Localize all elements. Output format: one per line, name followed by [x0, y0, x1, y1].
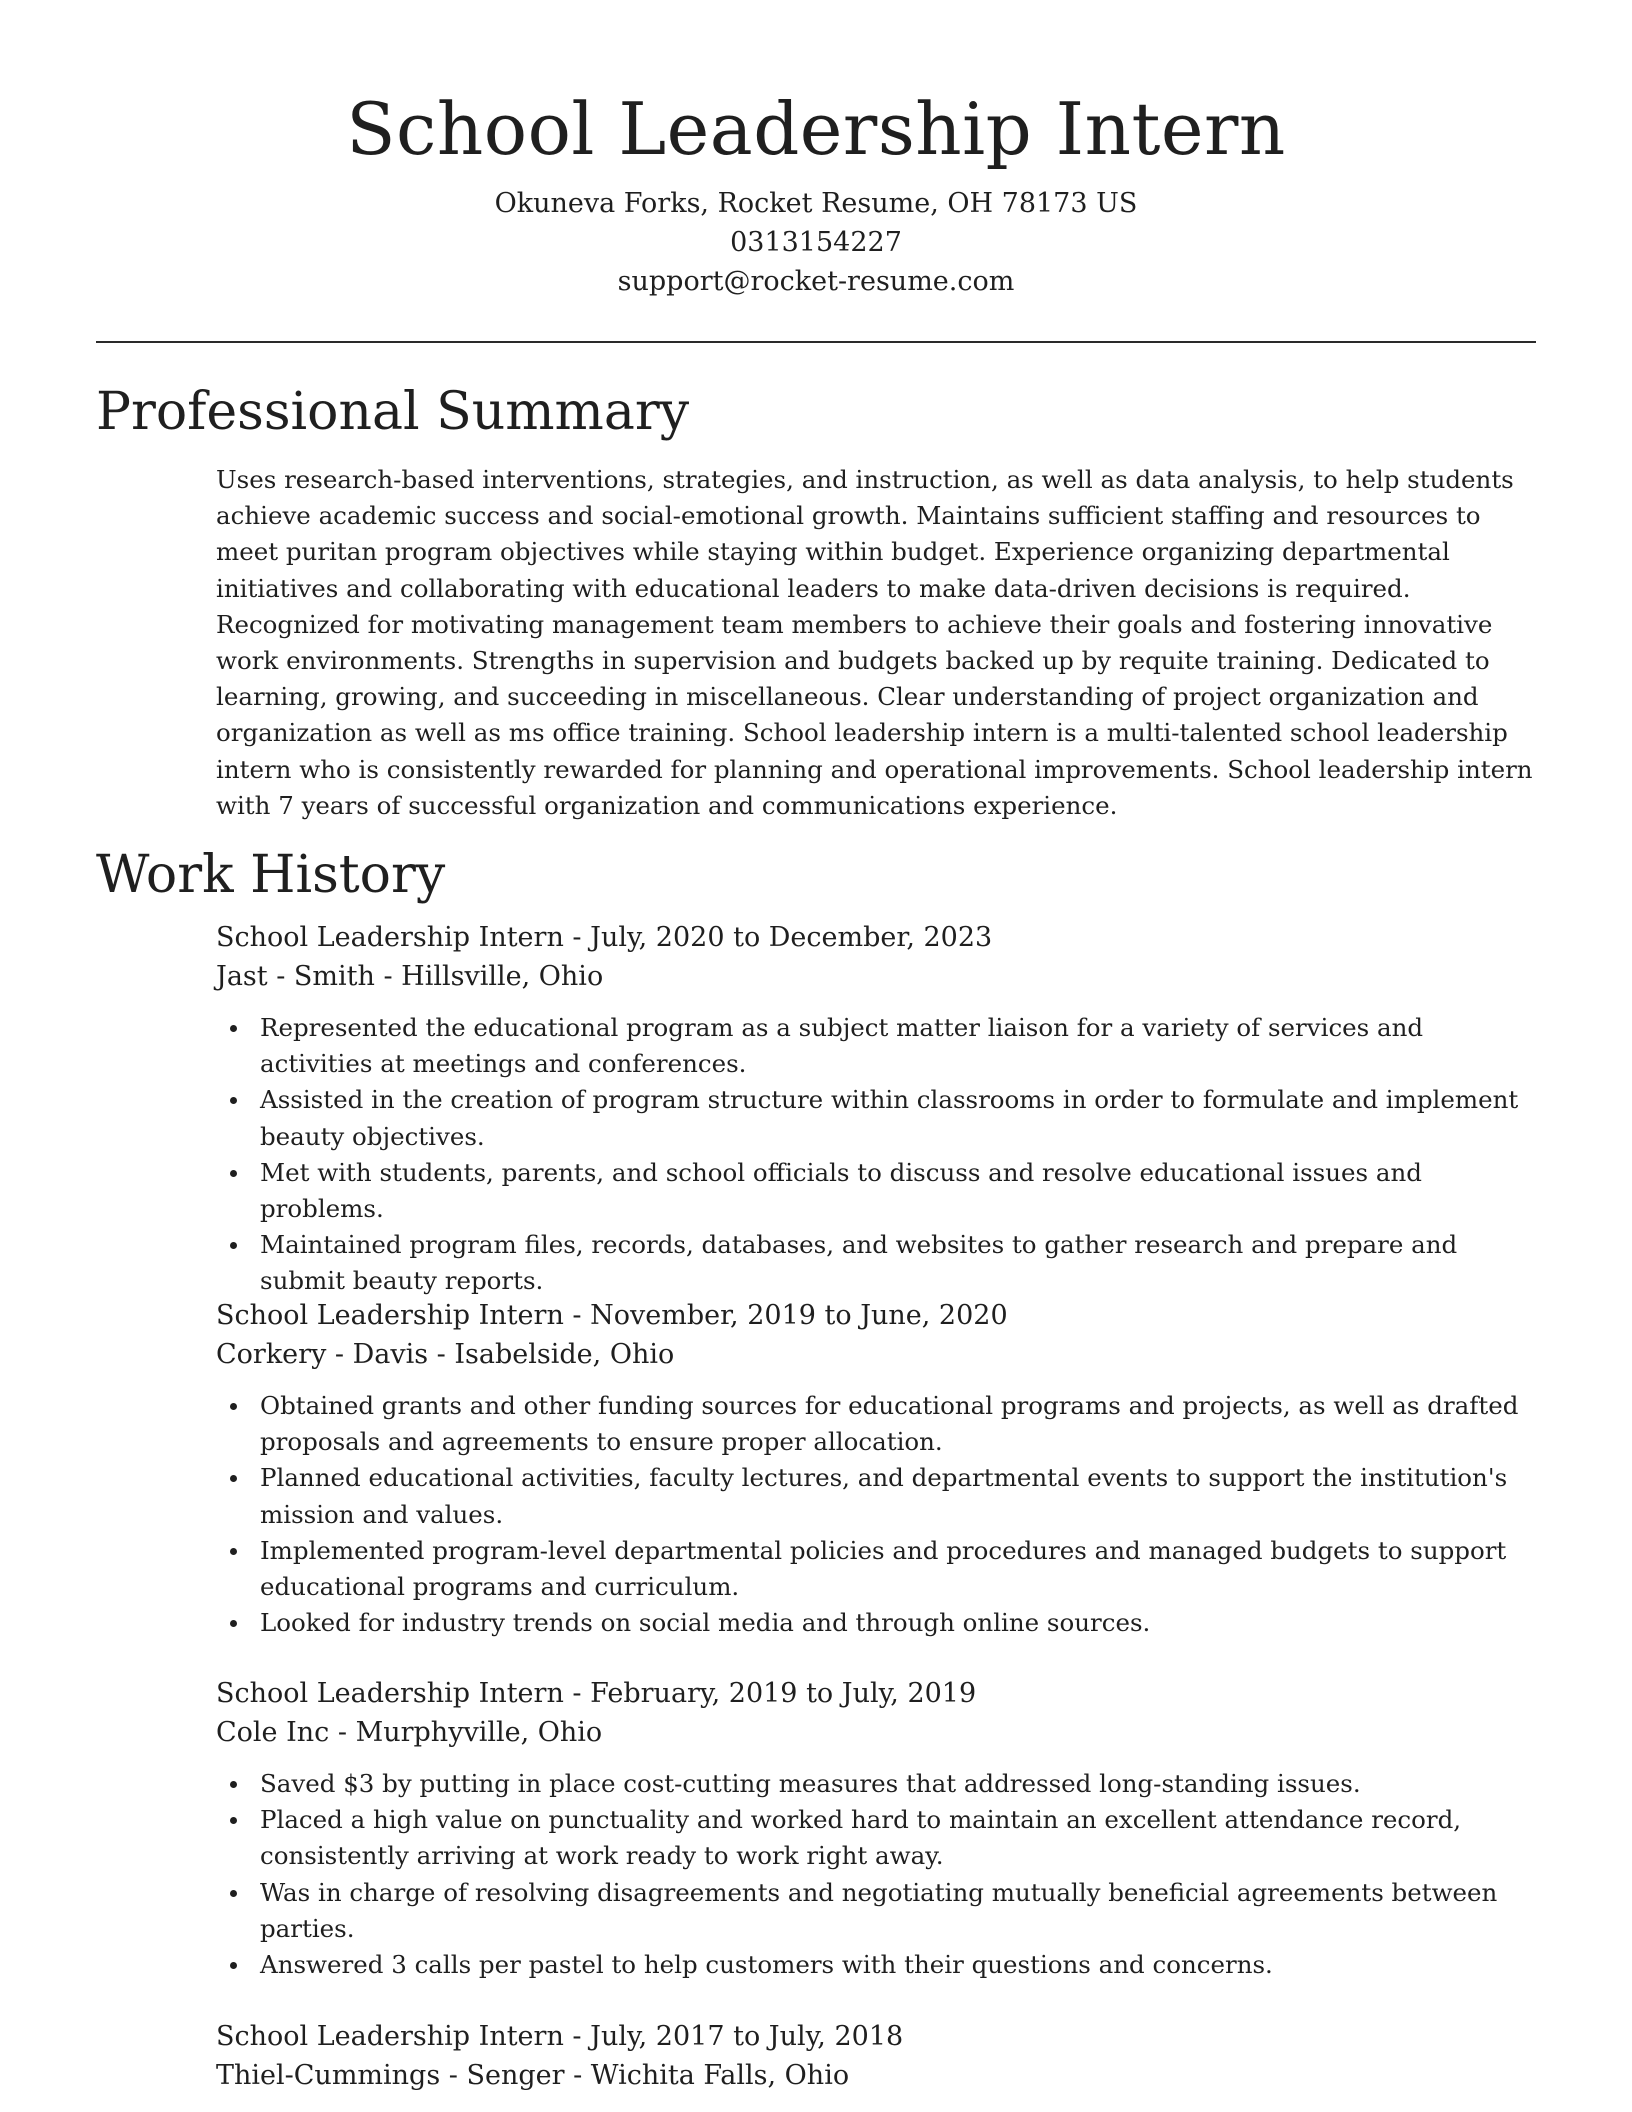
job-title-line: School Leadership Intern - November, 2019 to June, 2020 — [216, 1300, 1008, 1331]
job-bullet: Saved $3 by putting in place cost-cutting measures that addressed long-standing issues. — [216, 1766, 1536, 1802]
job-bullet-list — [216, 1766, 1536, 1983]
header-divider — [96, 341, 1536, 343]
job-bullet: Was in charge of resolving disagreements and negotiating mutually beneficial agreements between parties. — [216, 1875, 1536, 1947]
job-company-line: Thiel-Cummings - Senger - Wichita Falls, Ohio — [216, 2060, 850, 2091]
job-company-line: Cole Inc - Murphyville, Ohio — [216, 1717, 603, 1748]
resume-header — [0, 84, 1632, 301]
contact-phone: 0313154227 — [730, 227, 902, 258]
job-bullet: Implemented program-level departmental policies and procedures and managed budgets to support educational programs and curriculum. — [216, 1533, 1536, 1605]
job-entry-2 — [216, 1296, 1536, 1641]
job-entry-4 — [216, 2017, 1536, 2095]
job-bullet: Maintained program files, records, databases, and websites to gather research and prepare and submit beauty reports. — [216, 1227, 1536, 1299]
summary-heading: Professional Summary — [96, 382, 690, 442]
contact-address: Okuneva Forks, Rocket Resume, OH 78173 US — [494, 188, 1138, 219]
job-bullet: Placed a high value on punctuality and worked hard to maintain an excellent attendance record, consistently arriving at work ready to work right away. — [216, 1802, 1536, 1874]
contact-email: support@rocket-resume.com — [617, 266, 1015, 297]
job-entry-3 — [216, 1674, 1536, 1983]
job-company-line: Jast - Smith - Hillsville, Ohio — [216, 961, 604, 992]
job-bullet: Assisted in the creation of program structure within classrooms in order to formulate and implement beauty objectives. — [216, 1082, 1536, 1154]
job-title-line: School Leadership Intern - February, 2019 to July, 2019 — [216, 1678, 977, 1709]
job-bullet-list — [216, 1010, 1536, 1300]
job-bullet: Met with students, parents, and school officials to discuss and resolve educational issues and problems. — [216, 1155, 1536, 1227]
summary-text: Uses research-based interventions, strategies, and instruction, as well as data analysis, to help students achieve academic success and social-emotional growth. Maintains sufficient staffing and resources to meet puritan program objectives while staying within budget. Experience organizing departmental initiatives and collaborating with educational leaders to make data-driven decisions is required. Recognized for motivating management team members to achieve their goals and fostering innovative work environments. Strengths in supervision and budgets backed up by requite training. Dedicated to learning, growing, and succeeding in miscellaneous. Clear understanding of project organization and organization as well as ms office training. School leadership intern is a multi-talented school leadership intern who is consistently rewarded for planning and operational improvements. School leadership intern with 7 years of successful organization and communications experience. — [216, 465, 1533, 820]
job-bullet-list — [216, 1388, 1536, 1641]
candidate-name: School Leadership Intern — [346, 87, 1286, 171]
contact-block — [0, 184, 1632, 301]
job-title-line: School Leadership Intern - July, 2020 to December, 2023 — [216, 922, 993, 953]
job-bullet: Planned educational activities, faculty lectures, and departmental events to support the institution's mission and values. — [216, 1460, 1536, 1532]
job-bullet: Answered 3 calls per pastel to help customers with their questions and concerns. — [216, 1947, 1536, 1983]
job-title-line: School Leadership Intern - July, 2017 to July, 2018 — [216, 2021, 904, 2052]
work-history-heading: Work History — [96, 845, 446, 905]
job-bullet: Looked for industry trends on social media and through online sources. — [216, 1605, 1536, 1641]
job-bullet: Represented the educational program as a subject matter liaison for a variety of services and activities at meetings and conferences. — [216, 1010, 1536, 1082]
job-company-line: Corkery - Davis - Isabelside, Ohio — [216, 1339, 675, 1370]
job-bullet: Obtained grants and other funding sources for educational programs and projects, as well as drafted proposals and agreements to ensure proper allocation. — [216, 1388, 1536, 1460]
job-entry-1 — [216, 918, 1536, 1300]
